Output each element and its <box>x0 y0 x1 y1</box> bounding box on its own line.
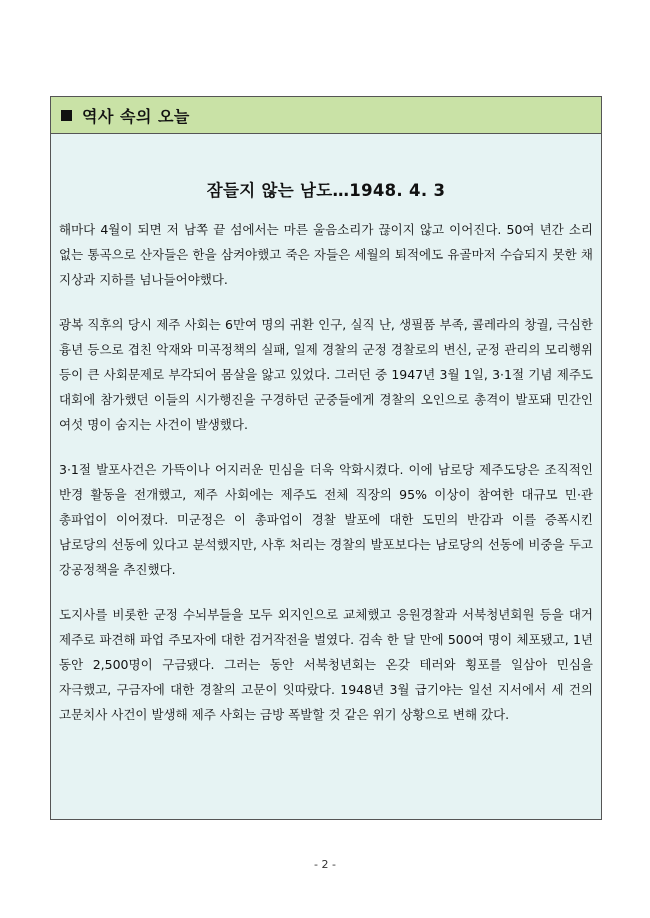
section-title: 역사 속의 오늘 <box>82 106 190 126</box>
black-square-icon <box>61 110 72 121</box>
paragraph: 광복 직후의 당시 제주 사회는 6만여 명의 귀환 인구, 실직 난, 생필품 부족, 콜레라의 창궐, 극심한 흉년 등으로 겹친 악재와 미곡정책의 실패, 일제 경찰의 군정 경찰로의 변신, 군정 관리의 모리행위 등이 큰 사회문제로 부각되어 몸살을 앓고 있었다. 그러던 중 1947년 3월 1일, 3·1절 기념 제주도 대회에 참가했던 이들의 시가행진을 구경하던 군중들에게 경찰의 오인으로 총격이 발포돼 민간인 여섯 명이 숨지는 사건이 발생했다. <box>59 317 593 432</box>
paragraph: 3·1절 발포사건은 가뜩이나 어지러운 민심을 더욱 악화시켰다. 이에 남로당 제주도당은 조직적인 반경 활동을 전개했고, 제주 사회에는 제주도 전체 직장의 95% 이상이 참여한 대규모 민·관 총파업이 이어졌다. 미군정은 이 총파업이 경찰 발포에 대한 도민의 반감과 이를 증폭시킨 남로당의 선동에 있다고 분석했지만, 사후 처리는 경찰의 발포보다는 남로당의 선동에 비중을 두고 강공정책을 추진했다. <box>59 462 593 577</box>
article-title: 잠들지 않는 남도…1948. 4. 3 <box>206 181 446 200</box>
article-body <box>59 218 593 748</box>
paragraph: 해마다 4월이 되면 저 남쪽 끝 섬에서는 마른 울음소리가 끊이지 않고 이어진다. 50여 년간 소리 없는 통곡으로 산자들은 한을 삼켜야했고 죽은 자들은 세월의 퇴적에도 유골마저 수습되지 못한 채 지상과 지하를 넘나들어야했다. <box>59 222 593 287</box>
section-header <box>51 97 601 134</box>
page-number: - 2 - <box>314 858 336 871</box>
history-today-box <box>50 96 602 820</box>
paragraph: 도지사를 비롯한 군정 수뇌부들을 모두 외지인으로 교체했고 응원경찰과 서북청년회원 등을 대거 제주로 파견해 파업 주모자에 대한 검거작전을 벌였다. 검속 한 달 만에 500여 명이 체포됐고, 1년 동안 2,500명이 구금됐다. 그러는 동안 서북청년회는 온갖 테러와 횡포를 일삼아 민심을 자극했고, 구금자에 대한 경찰의 고문이 잇따랐다. 1948년 3월 급기야는 일선 지서에서 세 건의 고문치사 사건이 발생해 제주 사회는 금방 폭발할 것 같은 위기 상황으로 변해 갔다. <box>59 607 593 722</box>
